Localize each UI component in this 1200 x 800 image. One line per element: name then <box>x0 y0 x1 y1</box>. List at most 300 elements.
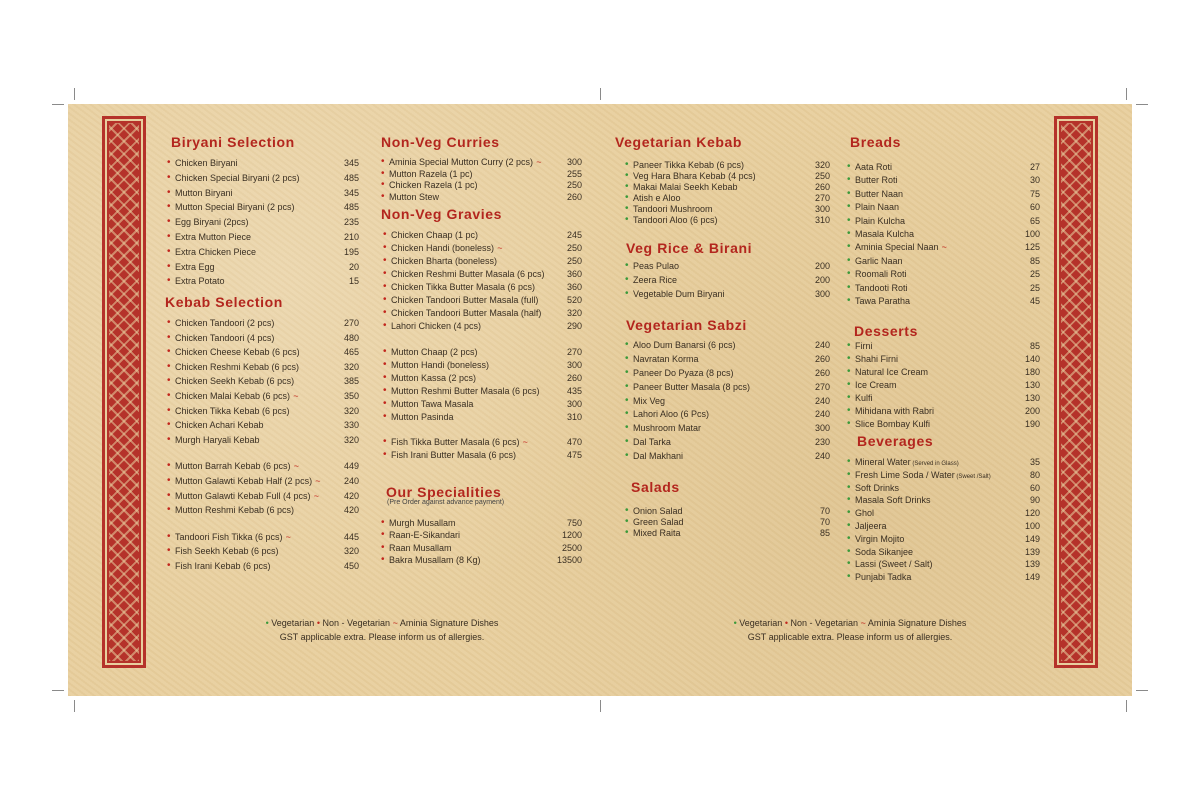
menu-item-name-text: Jaljeera <box>855 521 887 531</box>
veg-dot-icon: • <box>625 288 629 299</box>
menu-item-price: 240 <box>814 409 830 419</box>
menu-item-price: 140 <box>1024 354 1040 364</box>
menu-item <box>167 275 359 287</box>
nonveg-dot-icon: • <box>167 390 171 401</box>
menu-item-name <box>391 385 540 397</box>
section-title-salads: Salads <box>631 479 680 495</box>
menu-item <box>625 381 830 393</box>
menu-item-price: 200 <box>814 275 830 285</box>
menu-item <box>167 346 359 358</box>
menu-item-name <box>633 527 681 539</box>
menu-item-name-text: Chicken Cheese Kebab (6 pcs) <box>175 347 300 357</box>
menu-item-name-text: Vegetable Dum Biryani <box>633 289 725 299</box>
menu-item-price: 200 <box>1024 406 1040 416</box>
nonveg-dot-icon: • <box>167 187 171 198</box>
menu-item-name <box>391 255 497 267</box>
menu-item-name-text: Tandoori Mushroom <box>633 204 713 214</box>
nonveg-dot-icon: • <box>383 294 387 305</box>
veg-dot-icon: • <box>847 161 851 172</box>
menu-item <box>625 367 830 379</box>
signature-icon: ~ <box>313 491 319 501</box>
menu-item-name <box>855 241 947 253</box>
menu-item-name-text: Chicken Tikka Butter Masala (6 pcs) <box>391 282 536 292</box>
menu-item-name <box>391 436 528 448</box>
menu-item-name <box>855 228 914 240</box>
menu-item-price: 20 <box>348 262 359 272</box>
menu-item-price: 485 <box>343 173 359 183</box>
menu-item-name-text: Dal Tarka <box>633 437 671 447</box>
menu-item-name <box>391 229 478 241</box>
menu-item-price: 149 <box>1024 572 1040 582</box>
menu-item-name-text: Fresh Lime Soda / Water <box>855 470 955 480</box>
menu-item-price: 1200 <box>561 530 582 540</box>
menu-item-name <box>855 366 928 378</box>
menu-item-name <box>175 545 279 557</box>
menu-item-price: 475 <box>566 450 582 460</box>
nonveg-dot-icon: • <box>383 281 387 292</box>
menu-item <box>381 554 582 566</box>
menu-item-name-text: Chicken Tandoori Butter Masala (half) <box>391 308 542 318</box>
menu-item-price: 250 <box>814 171 830 181</box>
menu-item <box>167 261 359 273</box>
menu-item-name-text: Veg Hara Bhara Kebab (4 pcs) <box>633 171 756 181</box>
menu-item-name <box>391 359 489 371</box>
signature-icon: ~ <box>392 618 398 628</box>
section-title-desserts: Desserts <box>854 323 918 339</box>
menu-item-name <box>855 255 903 267</box>
menu-item-price: 190 <box>1024 419 1040 429</box>
menu-item-name-text: Lassi (Sweet / Salt) <box>855 559 933 569</box>
veg-dot-icon: • <box>847 268 851 279</box>
footer-note-left: GST applicable extra. Please inform us of allergies. <box>279 632 485 642</box>
menu-item-name <box>175 434 260 446</box>
veg-dot-icon: • <box>625 339 629 350</box>
menu-item <box>847 392 1040 404</box>
menu-item-name-text: Natural Ice Cream <box>855 367 929 377</box>
menu-item-name <box>855 174 898 186</box>
menu-item-name <box>855 282 908 294</box>
menu-item-price: 480 <box>343 333 359 343</box>
nonveg-dot-icon: • <box>383 359 387 370</box>
menu-item-name-text: Fish Irani Butter Masala (6 pcs) <box>391 450 517 460</box>
veg-dot-icon: • <box>847 546 851 557</box>
menu-item-name-text: Tandooti Roti <box>855 283 908 293</box>
menu-item-name-text: Egg Biryani (2pcs) <box>175 217 249 227</box>
menu-item-price: 310 <box>814 215 830 225</box>
nonveg-dot-icon: • <box>381 542 385 553</box>
nonveg-dot-icon: • <box>383 372 387 383</box>
legend-signature: Aminia Signature Dishes <box>867 618 967 628</box>
menu-item <box>167 390 359 402</box>
menu-item-name <box>633 214 718 226</box>
menu-item-name <box>633 367 734 379</box>
menu-item-name <box>855 546 913 558</box>
veg-dot-icon: • <box>625 260 629 271</box>
menu-item-name <box>175 504 294 516</box>
menu-item-price: 210 <box>343 232 359 242</box>
menu-item-name <box>175 531 291 543</box>
menu-item-note: (Served in Glass) <box>910 461 959 467</box>
menu-item <box>847 255 1040 267</box>
menu-item-name-text: Chicken Bharta (boneless) <box>391 256 498 266</box>
menu-item-price: 60 <box>1029 483 1040 493</box>
veg-dot-icon: • <box>847 174 851 185</box>
signature-icon: ~ <box>315 476 321 486</box>
menu-item-name-text: Roomali Roti <box>855 269 907 279</box>
menu-item-name-text: Virgin Mojito <box>855 534 905 544</box>
menu-item-name-text: Peas Pulao <box>633 261 680 271</box>
menu-item-name <box>175 231 251 243</box>
menu-item-price: 485 <box>343 202 359 212</box>
menu-item <box>625 436 830 448</box>
nonveg-dot-icon: • <box>167 261 171 272</box>
veg-dot-icon: • <box>625 516 629 527</box>
menu-item-name <box>391 268 545 280</box>
menu-item <box>383 398 582 410</box>
menu-item-name-text: Mushroom Matar <box>633 423 702 433</box>
menu-item-name-text: Makai Malai Seekh Kebab <box>633 182 738 192</box>
crop-mark <box>74 700 75 712</box>
menu-item-name <box>175 317 274 329</box>
menu-item-name-text: Mutton Special Biryani (2 pcs) <box>175 202 295 212</box>
legend-nonveg: Non - Vegetarian <box>322 618 391 628</box>
right-ornamental-border <box>1054 116 1098 668</box>
menu-item-name-text: Chicken Seekh Kebab (6 pcs) <box>175 376 295 386</box>
crop-mark <box>74 88 75 100</box>
menu-item-name-text: Chicken Tandoori Butter Masala (full) <box>391 295 539 305</box>
menu-item-name-text: Lahori Aloo (6 Pcs) <box>633 409 710 419</box>
menu-item-price: 270 <box>814 382 830 392</box>
menu-item-price: 330 <box>343 420 359 430</box>
nonveg-dot-icon: • <box>316 618 320 628</box>
menu-item <box>847 558 1040 570</box>
menu-item-price: 139 <box>1024 559 1040 569</box>
veg-dot-icon: • <box>847 520 851 531</box>
menu-item-price: 310 <box>566 412 582 422</box>
menu-item-name-text: Fish Irani Kebab (6 pcs) <box>175 561 271 571</box>
menu-item-name <box>175 560 271 572</box>
menu-item-name-text: Chicken Achari Kebab <box>175 420 264 430</box>
menu-item-name-text: Kulfi <box>855 393 873 403</box>
menu-item <box>383 229 582 241</box>
menu-item-name <box>391 411 454 423</box>
menu-item-name-text: Mutton Chaap (2 pcs) <box>391 347 478 357</box>
menu-item <box>383 242 582 254</box>
menu-item <box>847 188 1040 200</box>
menu-item-name <box>175 346 300 358</box>
menu-item-name <box>391 372 476 384</box>
veg-dot-icon: • <box>847 533 851 544</box>
veg-dot-icon: • <box>847 340 851 351</box>
menu-item-price: 360 <box>566 269 582 279</box>
left-ornamental-border <box>102 116 146 668</box>
menu-item-name <box>855 268 907 280</box>
crop-mark <box>600 700 601 712</box>
menu-item-name-text: Mineral Water <box>855 457 911 467</box>
menu-item-price: 200 <box>814 261 830 271</box>
legend-nonveg: Non - Vegetarian <box>790 618 859 628</box>
menu-item-price: 2500 <box>561 543 582 553</box>
nonveg-dot-icon: • <box>167 460 171 471</box>
menu-item-name <box>389 156 541 168</box>
menu-item <box>167 545 359 557</box>
section-title-biryani: Biryani Selection <box>171 134 295 150</box>
menu-item-name-text: Atish e Aloo <box>633 193 681 203</box>
menu-item-name-text: Murgh Musallam <box>389 518 456 528</box>
menu-item-name <box>175 275 225 287</box>
menu-item-name-text: Aminia Special Naan <box>855 242 939 252</box>
menu-item-price: 320 <box>343 546 359 556</box>
menu-item-name-text: Fish Seekh Kebab (6 pcs) <box>175 546 279 556</box>
section-title-kebab: Kebab Selection <box>165 294 283 310</box>
menu-item-price: 80 <box>1029 470 1040 480</box>
crop-mark <box>600 88 601 100</box>
menu-item <box>381 156 582 168</box>
menu-item-name-text: Mutton Handi (boneless) <box>391 360 490 370</box>
menu-item <box>381 191 582 203</box>
crop-mark <box>1136 104 1148 105</box>
menu-item-price: 90 <box>1029 495 1040 505</box>
veg-dot-icon: • <box>625 274 629 285</box>
legend-signature: Aminia Signature Dishes <box>399 618 499 628</box>
menu-item <box>847 366 1040 378</box>
menu-item-price: 240 <box>814 396 830 406</box>
menu-item-name <box>389 191 439 203</box>
menu-item-name <box>175 419 264 431</box>
legend-veg: Vegetarian <box>739 618 783 628</box>
nonveg-dot-icon: • <box>167 275 171 286</box>
menu-item-price: 35 <box>1029 457 1040 467</box>
menu-item-name-text: Mutton Galawti Kebab Full (4 pcs) <box>175 491 311 501</box>
section-title-beverages: Beverages <box>857 433 934 449</box>
menu-item-name-text: Mihidana with Rabri <box>855 406 935 416</box>
nonveg-dot-icon: • <box>167 475 171 486</box>
menu-item-price: 60 <box>1029 202 1040 212</box>
menu-item-name <box>175 246 256 258</box>
menu-item-name-text: Chicken Special Biryani (2 pcs) <box>175 173 300 183</box>
menu-item-price: 235 <box>343 217 359 227</box>
menu-item-price: 240 <box>814 340 830 350</box>
veg-dot-icon: • <box>625 159 629 170</box>
menu-item <box>847 340 1040 352</box>
menu-item-price: 270 <box>343 318 359 328</box>
signature-icon: ~ <box>860 618 866 628</box>
menu-item-name <box>175 405 290 417</box>
veg-dot-icon: • <box>625 170 629 181</box>
menu-item <box>847 215 1040 227</box>
menu-item-name <box>389 179 478 191</box>
crop-mark <box>1126 88 1127 100</box>
menu-item-name-text: Chicken Tikka Kebab (6 pcs) <box>175 406 290 416</box>
menu-item-name-text: Chicken Handi (boneless) <box>391 243 495 253</box>
menu-item <box>847 494 1040 506</box>
nonveg-dot-icon: • <box>167 405 171 416</box>
menu-item-price: 195 <box>343 247 359 257</box>
menu-item <box>625 260 830 272</box>
menu-item <box>167 332 359 344</box>
veg-dot-icon: • <box>625 353 629 364</box>
menu-item-price: 260 <box>814 354 830 364</box>
nonveg-dot-icon: • <box>167 361 171 372</box>
veg-dot-icon: • <box>625 192 629 203</box>
menu-item-name <box>389 517 456 529</box>
veg-dot-icon: • <box>625 395 629 406</box>
menu-item-price: 345 <box>343 188 359 198</box>
menu-item-name <box>175 390 298 402</box>
veg-dot-icon: • <box>625 381 629 392</box>
veg-dot-icon: • <box>847 571 851 582</box>
nonveg-dot-icon: • <box>167 332 171 343</box>
menu-item-price: 450 <box>343 561 359 571</box>
menu-item-price: 139 <box>1024 547 1040 557</box>
signature-icon: ~ <box>285 532 291 542</box>
nonveg-dot-icon: • <box>381 191 385 202</box>
menu-item <box>167 157 359 169</box>
menu-item-name <box>389 554 481 566</box>
menu-item-price: 85 <box>1029 341 1040 351</box>
menu-item <box>625 288 830 300</box>
menu-item-name-text: Mutton Stew <box>389 192 440 202</box>
menu-item <box>167 504 359 516</box>
menu-item-name-text: Chicken Biryani <box>175 158 238 168</box>
menu-item-name-text: Chicken Reshmi Kebab (6 pcs) <box>175 362 300 372</box>
nonveg-dot-icon: • <box>383 449 387 460</box>
menu-item-name <box>389 542 452 554</box>
menu-item-name <box>855 340 873 352</box>
nonveg-dot-icon: • <box>383 346 387 357</box>
menu-item-name-text: Mixed Raita <box>633 528 681 538</box>
menu-item-price: 13500 <box>556 555 582 565</box>
menu-item <box>847 533 1040 545</box>
menu-item-name-text: Onion Salad <box>633 506 683 516</box>
veg-dot-icon: • <box>847 456 851 467</box>
menu-item-price: 149 <box>1024 534 1040 544</box>
menu-item-note: (Sweet /Salt) <box>954 474 991 480</box>
nonveg-dot-icon: • <box>167 490 171 501</box>
menu-item-name <box>855 379 897 391</box>
menu-item-price: 420 <box>343 505 359 515</box>
menu-item-name-text: Zeera Rice <box>633 275 678 285</box>
menu-item-price: 100 <box>1024 229 1040 239</box>
crop-mark <box>52 690 64 691</box>
menu-item-name-text: Tawa Paratha <box>855 296 911 306</box>
nonveg-dot-icon: • <box>167 317 171 328</box>
menu-item-price: 130 <box>1024 393 1040 403</box>
section-title-veg-sabzi: Vegetarian Sabzi <box>626 317 747 333</box>
menu-item <box>847 520 1040 532</box>
signature-icon: ~ <box>293 391 299 401</box>
footer-note-right: GST applicable extra. Please inform us of allergies. <box>747 632 953 642</box>
menu-item-price: 25 <box>1029 269 1040 279</box>
menu-item-price: 45 <box>1029 296 1040 306</box>
menu-item-name <box>633 395 665 407</box>
menu-item-price: 300 <box>814 423 830 433</box>
menu-item-name <box>633 339 736 351</box>
veg-dot-icon: • <box>847 558 851 569</box>
menu-item-name-text: Masala Soft Drinks <box>855 495 931 505</box>
menu-item-name-text: Tandoori Fish Tikka (6 pcs) <box>175 532 283 542</box>
menu-item-name <box>855 558 933 570</box>
menu-item-price: 320 <box>343 435 359 445</box>
veg-dot-icon: • <box>847 379 851 390</box>
menu-item <box>847 469 1040 481</box>
veg-dot-icon: • <box>847 228 851 239</box>
signature-icon: ~ <box>941 242 947 252</box>
menu-item <box>625 422 830 434</box>
veg-dot-icon: • <box>625 527 629 538</box>
menu-item <box>167 361 359 373</box>
nonveg-dot-icon: • <box>167 560 171 571</box>
menu-item-name-text: Ice Cream <box>855 380 897 390</box>
menu-item-name <box>391 242 502 254</box>
menu-item-name-text: Mutton Galawti Kebab Half (2 pcs) <box>175 476 313 486</box>
nonveg-dot-icon: • <box>167 545 171 556</box>
menu-item <box>625 214 830 226</box>
nonveg-dot-icon: • <box>167 434 171 445</box>
veg-dot-icon: • <box>847 482 851 493</box>
menu-item-name <box>855 571 911 583</box>
menu-item-price: 70 <box>819 517 830 527</box>
menu-item-price: 420 <box>343 491 359 501</box>
veg-dot-icon: • <box>847 353 851 364</box>
veg-dot-icon: • <box>265 618 269 628</box>
menu-item-name-text: Mutton Pasinda <box>391 412 454 422</box>
menu-item <box>383 268 582 280</box>
menu-item-name <box>633 260 679 272</box>
menu-item-name <box>391 281 535 293</box>
menu-item-price: 320 <box>343 362 359 372</box>
menu-item <box>167 201 359 213</box>
menu-item-name <box>855 215 905 227</box>
menu-item-name <box>855 533 904 545</box>
menu-item <box>167 246 359 258</box>
menu-item-name <box>855 161 892 173</box>
menu-item-name-text: Aminia Special Mutton Curry (2 pcs) <box>389 157 534 167</box>
menu-item-name <box>633 274 677 286</box>
veg-dot-icon: • <box>847 282 851 293</box>
menu-item-name <box>855 469 991 483</box>
menu-item-name-text: Masala Kulcha <box>855 229 915 239</box>
menu-item-name <box>633 408 709 420</box>
menu-item-name <box>633 381 750 393</box>
menu-item <box>847 201 1040 213</box>
nonveg-dot-icon: • <box>167 375 171 386</box>
menu-item <box>847 241 1040 253</box>
menu-item <box>847 418 1040 430</box>
menu-item <box>167 475 359 487</box>
nonveg-dot-icon: • <box>167 216 171 227</box>
menu-item-name-text: Butter Naan <box>855 189 904 199</box>
menu-item-name <box>175 187 233 199</box>
menu-item-price: 260 <box>814 182 830 192</box>
menu-item-name-text: Mutton Tawa Masala <box>391 399 474 409</box>
menu-item-name-text: Punjabi Tadka <box>855 572 912 582</box>
menu-item-name-text: Mix Veg <box>633 396 666 406</box>
menu-item <box>625 527 830 539</box>
veg-dot-icon: • <box>847 366 851 377</box>
menu-item-name-text: Aloo Dum Banarsi (6 pcs) <box>633 340 736 350</box>
menu-item-price: 320 <box>814 160 830 170</box>
nonveg-dot-icon: • <box>381 156 385 167</box>
menu-item-name-text: Plain Kulcha <box>855 216 906 226</box>
nonveg-dot-icon: • <box>167 231 171 242</box>
menu-item-name <box>389 529 460 541</box>
menu-item <box>625 274 830 286</box>
menu-item <box>847 456 1040 468</box>
menu-item-price: 240 <box>814 451 830 461</box>
menu-item-price: 250 <box>566 243 582 253</box>
menu-item <box>383 281 582 293</box>
